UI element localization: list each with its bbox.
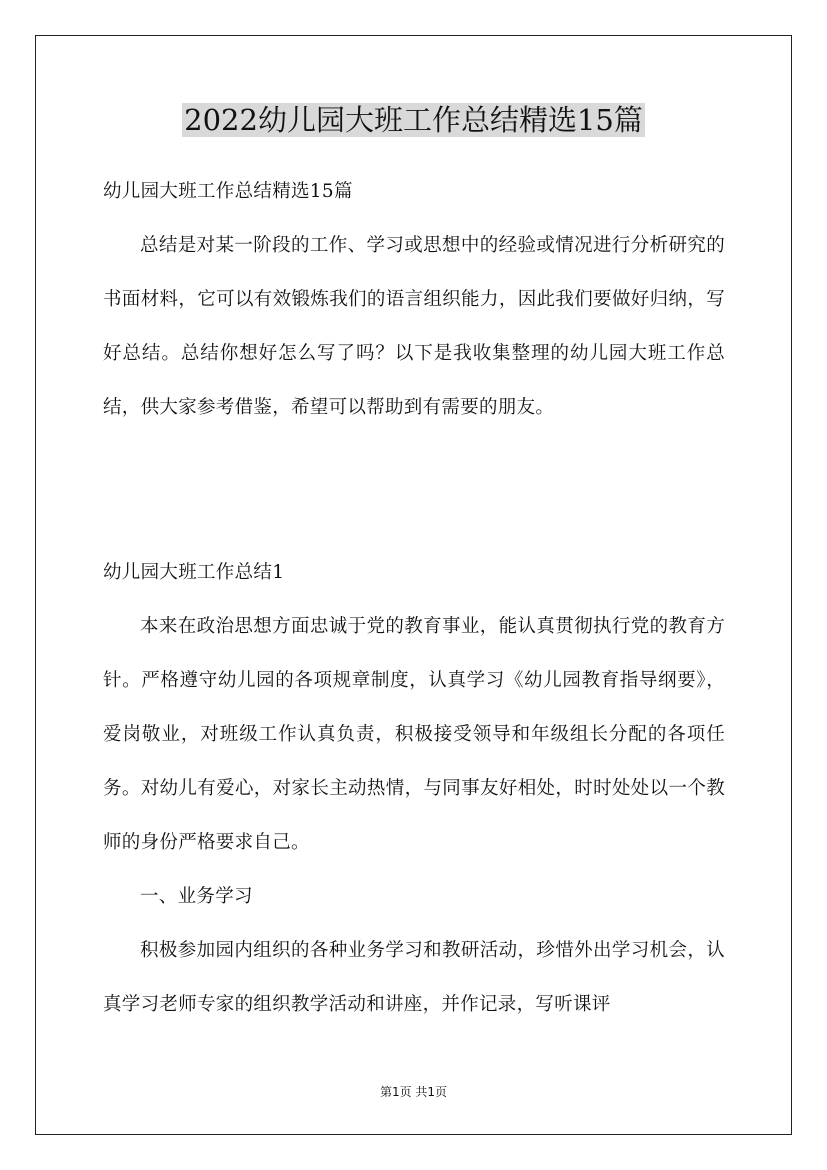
document-title-text: 2022幼儿园大班工作总结精选15篇 (184, 103, 643, 137)
intro-paragraph: 总结是对某一阶段的工作、学习或思想中的经验或情况进行分析研究的书面材料，它可以有效锻炼我们的语言组织能力，因此我们要做好归纳，写好总结。总结你想好怎么写了吗？以下是我收集整理的幼儿园大班工作总结，供大家参考借鉴，希望可以帮助到有需要的朋友。 (103, 235, 725, 418)
section-paragraph-1: 本来在政治思想方面忠诚于党的教育事业，能认真贯彻执行党的教育方针。严格遵守幼儿园的各项规章制度，认真学习《幼儿园教育指导纲要》，爱岗敬业，对班级工作认真负责，积极接受领导和年级组长分配的各项任务。对幼儿有爱心，对家长主动热情，与同事友好相处，时时处处以一个教师的身份严格要求自己。 (103, 616, 725, 853)
section-heading-1: 幼儿园大班工作总结1 (103, 562, 285, 583)
subsection-paragraph-1: 积极参加园内组织的各种业务学习和教研活动，珍惜外出学习机会，认真学习老师专家的组织教学活动和讲座，并作记录，写听课评 (103, 940, 725, 1015)
page-footer: 第1页 共1页 (379, 1085, 448, 1099)
document-title (0, 100, 827, 140)
subsection-heading-1: 一、业务学习 (140, 886, 253, 907)
document-subtitle: 幼儿园大班工作总结精选15篇 (103, 181, 353, 202)
